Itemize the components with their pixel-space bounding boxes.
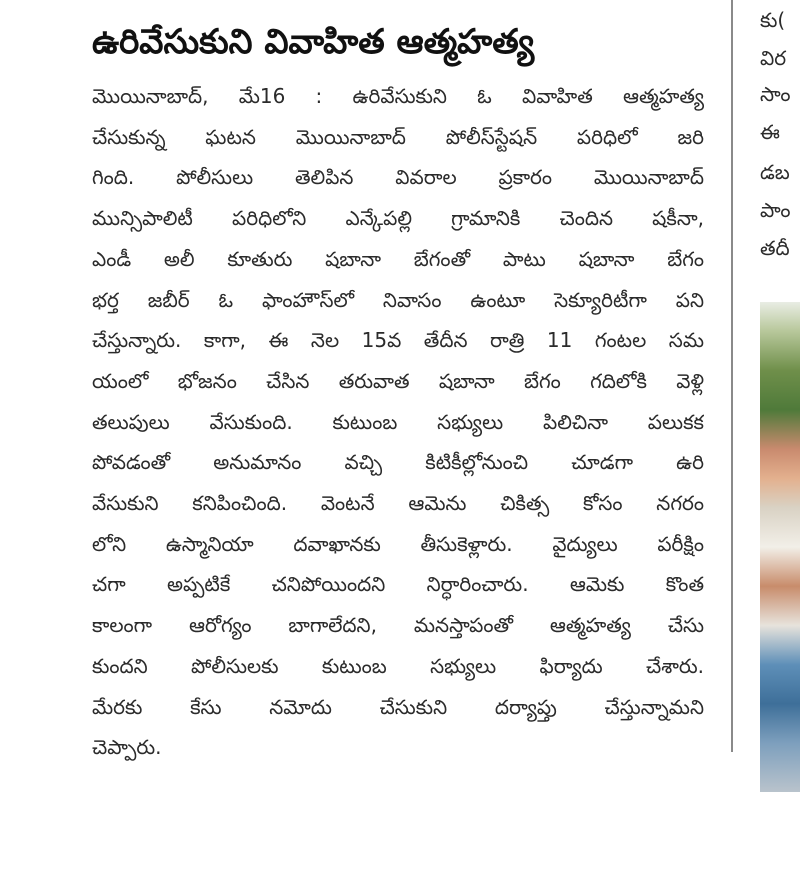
adjacent-column-fragment — [760, 0, 800, 871]
body-line: కాలంగా ఆరోగ్యం బాగాలేదని, మనస్తాపంతో ఆత్మహత్య చేసు — [92, 613, 704, 638]
body-line: చెప్పారు. — [92, 735, 162, 760]
body-line: ఎండీ అలీ కూతురు షబానా బేగంతో పాటు షబానా బేగం — [92, 246, 704, 271]
body-line: తలుపులు వేసుకుంది. కుటుంబ సభ్యులు పిలిచినా పలుకక — [92, 409, 704, 434]
adjacent-text-fragment: విర — [760, 46, 787, 70]
adjacent-text-fragment: డబ — [760, 160, 790, 184]
body-line: గింది. పోలీసులు తెలిపిన వివరాల ప్రకారం మొయినాబాద్ — [92, 165, 704, 190]
body-line: వేసుకుని కనిపించింది. వెంటనే ఆమెను చికిత్స కోసం నగరం — [92, 491, 704, 516]
adjacent-text-fragment: పాం — [760, 198, 791, 222]
body-line: చేస్తున్నారు. కాగా, ఈ నెల 15వ తేదీన రాత్రి 11 గంటల సమ — [92, 328, 704, 353]
body-line: పోవడంతో అనుమానం వచ్చి కిటికీల్లోనుంచి చూడగా ఉరి — [92, 450, 704, 475]
body-line: లోని ఉస్మానియా దవాఖానకు తీసుకెళ్లారు. వైద్యులు పరీక్షిం — [92, 531, 704, 556]
adjacent-text-fragment: కు( — [760, 8, 786, 32]
body-line: భర్త జబీర్ ఓ ఫాంహౌస్‌లో నివాసం ఉంటూ సెక్యూరిటీగా పని — [92, 287, 704, 312]
news-photo-fragment — [760, 302, 800, 792]
adjacent-text-fragment: తదీ — [760, 236, 790, 260]
body-line: మేరకు కేసు నమోదు చేసుకుని దర్యాప్తు చేస్తున్నామని — [92, 694, 704, 719]
adjacent-text-fragment: సాం — [760, 82, 791, 106]
body-line: చగా అప్పటికే చనిపోయిందని నిర్ధారించారు. ఆమెకు కొంత — [92, 572, 704, 597]
article-body — [92, 76, 704, 768]
body-line: చేసుకున్న ఘటన మొయినాబాద్ పోలీస్‌స్టేషన్ పరిధిలో జరి — [92, 124, 704, 149]
body-line: మొయినాబాద్, మే16 : ఉరివేసుకుని ఓ వివాహిత ఆత్మహత్య — [92, 84, 704, 108]
adjacent-text-fragment: ఈ — [760, 120, 780, 144]
body-line: కుందని పోలీసులకు కుటుంబ సభ్యులు ఫిర్యాదు చేశారు. — [92, 653, 704, 678]
body-line: మున్సిపాలిటీ పరిధిలోని ఎన్కేపల్లి గ్రామానికి చెందిన షకీనా, — [92, 206, 704, 231]
article-headline: ఉరివేసుకుని వివాహిత ఆత్మహత్య — [92, 22, 535, 62]
column-divider — [731, 0, 733, 752]
body-line: యంలో భోజనం చేసిన తరువాత షబానా బేగం గదిలోకి వెళ్లి — [92, 368, 704, 393]
